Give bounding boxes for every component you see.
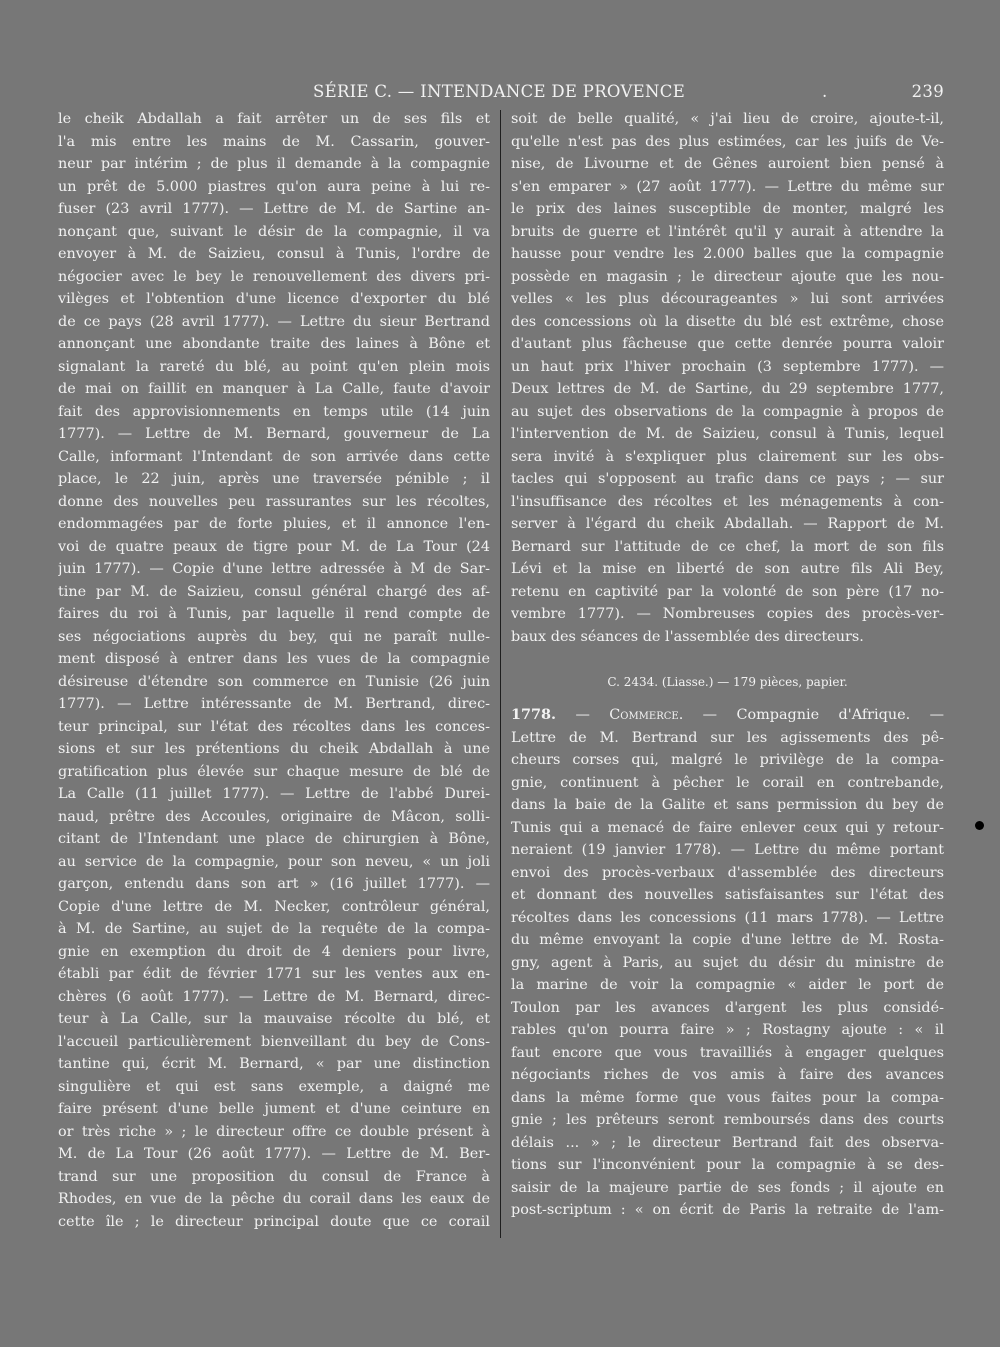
text-line: et donnant des nouvelles satisfaisantes sur l'état des [511, 887, 944, 903]
text-line: vilèges et l'obtention d'une licence d'exporter du blé [58, 291, 490, 307]
text-line: dans la baie de la Galite et sans permission du bey de [511, 797, 944, 813]
text-line: saisir de la majeure partie de ses fonds ; il ajoute en [511, 1179, 944, 1196]
text-line: or très riche » ; le directeur offre ce double présent à [58, 1123, 490, 1140]
text-line: post-scriptum : « on écrit de Paris la retraite de l'am- [511, 1202, 944, 1218]
text-line: soit de belle qualité, « j'ai lieu de croire, ajoute-t-il, [511, 111, 944, 127]
text-line: désireuse d'étendre son commerce en Tunisie (26 juin [58, 673, 490, 690]
text-line: du même envoyant la copie d'une lettre de M. Rosta- [511, 932, 944, 948]
text-line: à M. de Sartine, au sujet de la requête de la compa- [58, 921, 490, 937]
text-line: sions et sur les prétentions du cheik Abdallah à une [58, 741, 490, 757]
text-line: vembre 1777). — Nombreuses copies des procès-ver- [511, 606, 944, 622]
text-line: au service de la compagnie, pour son neveu, « un joli [58, 853, 490, 870]
text-line: l'intervention de M. de Saizieu, consul à Tunis, lequel [511, 426, 944, 442]
entry-category: Commerce. [609, 707, 684, 723]
entry-body [511, 727, 944, 1222]
text-line: Toulon par les avances d'argent les plus considé- [511, 999, 944, 1016]
text-line: teur principal, sur l'état des récoltes dans les conces- [58, 718, 490, 735]
text-line: singulière et qui est sans exemple, a daigné me [58, 1078, 490, 1095]
text-line: Calle, informant l'Intendant de son arrivée dans cette [58, 448, 490, 465]
text-line: gnie, continuent à pêcher le corail en contrebande, [511, 774, 944, 791]
text-line: tions sur l'inconvénient pour la compagnie à se des- [511, 1157, 944, 1173]
text-line: l'accueil particulièrement bienveillant du bey de Cons- [58, 1033, 490, 1050]
text-line: l'a mis entre les mains de M. Cassarin, gouver- [58, 133, 490, 150]
text-line: signalant la rareté du blé, au point qu'en plein mois [58, 358, 490, 375]
text-line: tine par M. de Saizieu, consul général chargé des af- [58, 583, 490, 600]
text-line: un prêt de 5.000 piastres qu'on aura peine à lui re- [58, 178, 490, 195]
text-line: gny, agent à Paris, au sujet du désir du ministre de [511, 954, 944, 971]
header-dot: . [822, 82, 828, 101]
text-line: ses négociations auprès du bey, qui ne paraît nulle- [58, 628, 490, 645]
text-line: 1777). — Lettre intéressante de M. Bertrand, direc- [58, 696, 490, 712]
entry-heading-line: 1778. — Commerce. — Compagnie d'Afrique. — [511, 706, 944, 723]
text-line: sera invité à s'expliquer plus clairement sur les obs- [511, 448, 944, 465]
text-line: gratification plus élevée sur chaque mesure de blé de [58, 763, 490, 780]
text-line: citant de l'Intendant une place de chirurgien à Bône, [58, 831, 490, 847]
text-line: rables qu'on pourra faire » ; Rostagny ajoute : « il [511, 1022, 944, 1038]
text-line: Lettre de M. Bertrand sur les agissements des pê- [511, 729, 944, 746]
text-line: d'autant plus fâcheuse que cette denrée pourra valoir [511, 336, 944, 352]
running-header [58, 82, 944, 106]
text-line: envoi des procès-verbaux d'assemblée des directeurs [511, 864, 944, 881]
text-line: cette île ; le directeur principal doute que ce corail [58, 1213, 490, 1230]
text-line: 1777). — Lettre de M. Bernard, gouverneur de La [58, 426, 490, 442]
text-line: neur par intérim ; de plus il demande à la compagnie [58, 156, 490, 172]
text-line: envoyer à M. de Saizieu, consul à Tunis, l'ordre de [58, 246, 490, 262]
text-line: récoltes dans les concessions (11 mars 1778). — Lettre [511, 909, 944, 926]
text-line: fait des approvisionnements en temps utile (14 juin [58, 403, 490, 420]
text-line: établi par édit de février 1771 sur les ventes aux en- [58, 966, 490, 982]
text-line: le cheik Abdallah a fait arrêter un de ses fils et [58, 111, 490, 127]
text-line: un haut prix l'hiver prochain (3 septembre 1777). — [511, 358, 944, 375]
text-line: voi de quatre peaux de tigre pour M. de La Tour (24 [58, 538, 490, 555]
text-line: Tunis qui a menacé de faire enlever ceux qui y retour- [511, 819, 944, 836]
text-line: faire présent d'une belle jument et d'une ceinture en [58, 1101, 490, 1117]
right-column [511, 108, 944, 1222]
entry-year: 1778. [511, 706, 557, 723]
text-line: Lévi et la mise en liberté de son autre fils Ali Bey, [511, 561, 944, 577]
text-line: trand sur une proposition du consul de France à [58, 1168, 490, 1185]
text-line: velles « les plus décourageantes » lui sont arrivées [511, 291, 944, 307]
text-line: teur à La Calle, sur la mauvaise récolte du blé, et [58, 1011, 490, 1027]
running-title: SÉRIE C. — INTENDANCE DE PROVENCE [313, 82, 686, 101]
text-line: faut encore que vous travailliés à engager quelques [511, 1044, 944, 1061]
text-line: retenu en captivité par la volonté de son père (17 no- [511, 583, 944, 600]
column-divider [500, 110, 501, 1238]
text-line: M. de La Tour (26 août 1777). — Lettre de M. Ber- [58, 1146, 490, 1162]
text-line: donne des nouvelles peu rassurantes sur les récoltes, [58, 493, 490, 510]
text-line: de ce pays (28 avril 1777). — Lettre du sieur Bertrand [58, 313, 490, 330]
text-line: la marine de voir la compagnie « aider le port de [511, 977, 944, 993]
text-line: possède en magasin ; le directeur ajoute que les nou- [511, 268, 944, 285]
text-line: nonçant que, suivant le désir de la compagnie, il va [58, 223, 490, 240]
text-line: gnie ; les prêteurs seront remboursés dans des courts [511, 1112, 944, 1128]
text-line: La Calle (11 juillet 1777). — Lettre de l'abbé Durei- [58, 786, 490, 802]
text-line: l'insuffisance des récoltes et les ménagements à con- [511, 493, 944, 510]
text-line: neraient (19 janvier 1778). — Lettre du même portant [511, 842, 944, 858]
text-line: tantine qui, écrit M. Bernard, « par une distinction [58, 1056, 490, 1072]
text-line: tacles qui s'opposent au trafic dans ce pays ; — sur [511, 471, 944, 487]
text-line: naud, prêtre des Accoules, originaire de Mâcon, solli- [58, 808, 490, 825]
text-line: dans la même forme que vous faites pour la compa- [511, 1089, 944, 1106]
text-line: Deux lettres de M. de Sartine, du 29 septembre 1777, [511, 381, 944, 397]
text-line: de mai on faillit en manquer à La Calle, faute d'avoir [58, 381, 490, 397]
text-line: baux des séances de l'assemblée des directeurs. [511, 628, 864, 645]
text-line: nise, de Livourne et de Gênes auroient bien pensé à [511, 156, 944, 172]
page-number: 239 [911, 82, 944, 101]
text-line: au sujet des observations de la compagnie à propos de [511, 403, 944, 420]
text-line: négocier avec le bey le renouvellement des divers pri- [58, 268, 490, 285]
text-line: fuser (23 avril 1777). — Lettre de M. de Sartine an- [58, 201, 490, 217]
text-line: le prix des laines susceptible de monter, malgré les [511, 201, 944, 217]
text-line: faires du roi à Tunis, par laquelle il rend compte de [58, 606, 490, 622]
margin-dot-mark [975, 821, 984, 830]
text-line: négociants riches de vos amis à faire des avances [511, 1067, 944, 1083]
text-line: juin 1777). — Copie d'une lettre adressée à M de Sar- [58, 561, 490, 577]
left-column [58, 108, 490, 1233]
right-column-continuation [511, 108, 944, 648]
text-line: chères (6 août 1777). — Lettre de M. Bernard, direc- [58, 988, 490, 1005]
text-line: server à l'égard du cheik Abdallah. — Rapport de M. [511, 516, 944, 532]
text-line: place, le 22 juin, après une traversée pénible ; il [58, 471, 490, 487]
text-line: cheurs corses qui, malgré le privilège de la compa- [511, 752, 944, 768]
text-line: annonçant une abondante traite des laines à Bône et [58, 336, 490, 352]
text-line: Rhodes, en vue de la pêche du corail dans les eaux de [58, 1191, 490, 1207]
text-line: Copie d'une lettre de M. Necker, contrôleur général, [58, 898, 490, 915]
text-line: des concessions où la disette du blé est extrême, chose [511, 313, 944, 330]
text-line: garçon, entendu dans son art » (16 juillet 1777). — [58, 876, 490, 892]
text-line: endommagées par de forte pluies, et il annonce l'en- [58, 516, 490, 532]
text-line: ment disposé à entrer dans les vues de la compagnie [58, 651, 490, 667]
text-line: gnie en exemption du droit de 4 deniers pour livre, [58, 943, 490, 960]
text-line: qu'elle n'est pas des plus estimées, car les juifs de Ve- [511, 133, 944, 150]
text-line: délais ... » ; le directeur Bertrand fait des observa- [511, 1134, 944, 1151]
archive-reference: C. 2434. (Liasse.) — 179 pièces, papier. [607, 675, 848, 689]
text-line: bruits de guerre et l'intérêt qu'il y aurait à attendre la [511, 223, 944, 240]
text-line: Bernard sur l'attitude de ce chef, la mort de son fils [511, 538, 944, 555]
text-line: hausse pour vendre les 2.000 balles que la compagnie [511, 246, 944, 262]
text-line: s'en emparer » (27 août 1777). — Lettre du même sur [511, 178, 944, 195]
